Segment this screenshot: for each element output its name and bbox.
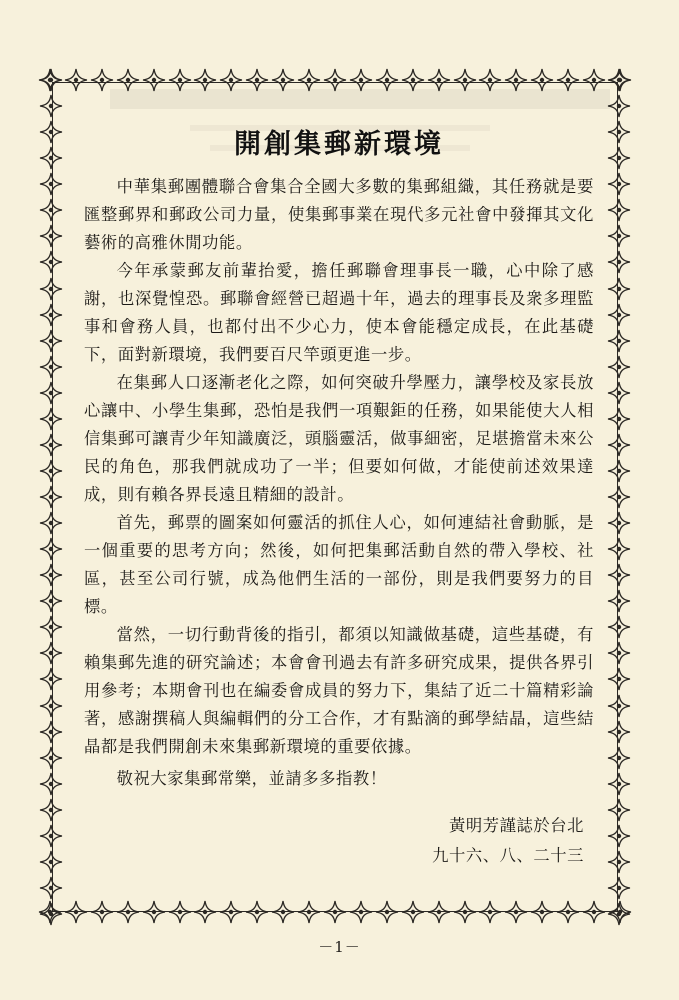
border-star-icon [39,772,63,796]
border-right-ornaments [606,68,632,926]
border-star-icon [349,900,373,924]
border-star-icon [39,459,63,483]
border-star-icon [142,900,166,924]
border-star-icon [116,68,140,92]
border-star-icon [453,68,477,92]
border-star-icon [39,876,63,900]
border-star-icon [39,615,63,639]
border-star-icon [556,900,580,924]
border-star-icon [349,68,373,92]
border-star-icon [375,68,399,92]
border-left-ornaments [38,68,64,926]
border-star-icon [142,68,166,92]
border-star-icon [39,250,63,274]
border-star-icon [607,511,631,535]
border-star-icon [530,68,554,92]
border-star-icon [39,303,63,327]
border-star-icon [607,641,631,665]
border-star-icon [582,900,606,924]
border-star-icon [323,68,347,92]
border-star-icon [375,900,399,924]
border-star-icon [607,694,631,718]
border-star-icon [607,381,631,405]
paragraph-1: 中華集郵團體聯合會集合全國大多數的集郵組織，其任務就是要匯整郵界和郵政公司力量，使集郵事業在現代多元社會中發揮其文化藝術的高雅休閒功能。 [84,177,594,252]
border-star-icon [39,277,63,301]
border-star-icon [219,68,243,92]
border-star-icon [39,224,63,248]
border-star-icon [90,68,114,92]
paragraph-4: 首先，郵票的圖案如何靈活的抓住人心，如何連結社會動脈，是一個重要的思考方向；然後，如何把集郵活動自然的帶入學校、社區，甚至公司行號，成為他們生活的一部份，則是我們要努力的目標。 [84,513,594,616]
border-star-icon [607,94,631,118]
border-bottom-ornaments [38,900,632,926]
border-star-icon [607,198,631,222]
border-star-icon [297,900,321,924]
border-star-icon [39,329,63,353]
border-star-icon [39,641,63,665]
border-star-icon [607,355,631,379]
border-star-icon [607,485,631,509]
border-star-icon [39,824,63,848]
border-star-icon [39,694,63,718]
border-star-icon [39,407,63,431]
signature-date: 九十六、八、二十三 [432,846,584,865]
border-star-icon [271,68,295,92]
border-star-icon [39,94,63,118]
border-star-icon [607,120,631,144]
border-star-icon [607,850,631,874]
border-star-icon [39,355,63,379]
closing-greeting: 敬祝大家集郵常樂，並請多多指教！ [116,769,387,788]
border-star-icon [582,68,606,92]
border-star-icon [504,68,528,92]
border-star-icon [39,120,63,144]
border-top-ornaments [38,68,632,94]
article-body [84,122,594,871]
paragraph-5: 當然，一切行動背後的指引，都須以知識做基礎，這些基礎，有賴集郵先進的研究論述；本會會刊過去有許多研究成果，提供各界引用參考；本期會刊也在編委會成員的努力下，集結了近二十篇精彩論著，感謝撰稿人與編輯們的分工合作，才有點滴的郵學結晶，這些結晶都是我們開創未來集郵新環境的重要依據。 [84,625,594,756]
border-star-icon [530,900,554,924]
paragraph-3: 在集郵人口逐漸老化之際，如何突破升學壓力，讓學校及家長放心讓中、小學生集郵，恐怕是我們一項艱鉅的任務，如果能使大人相信集郵可讓青少年知識廣泛，頭腦靈活，做事細密，足堪擔當未來公民的角色，那我們就成功了一半；但要如何做，才能使前述效果達成，則有賴各界長遠且精細的設計。 [84,373,594,504]
author-signature: 黃明芳謹誌於台北 [448,816,584,835]
border-star-icon [39,589,63,613]
border-star-icon [39,198,63,222]
border-star-icon [453,900,477,924]
paragraph-2: 今年承蒙郵友前輩抬愛，擔任郵聯會理事長一職，心中除了感謝，也深覺惶恐。郵聯會經營已超過十年，過去的理事長及衆多理監事和會務人員，也都付出不少心力，使本會能穩定成長，在此基礎下，面對新環境，我們要百尺竿頭更進一步。 [84,261,594,364]
border-star-icon [607,68,631,92]
border-star-icon [607,146,631,170]
border-star-icon [401,68,425,92]
border-star-icon [219,900,243,924]
border-star-icon [556,68,580,92]
border-star-icon [607,303,631,327]
border-star-icon [607,433,631,457]
border-star-icon [607,746,631,770]
border-star-icon [607,824,631,848]
border-star-icon [39,511,63,535]
border-star-icon [607,277,631,301]
border-star-icon [39,537,63,561]
border-star-icon [607,407,631,431]
article-title: 開創集郵新環境 [234,129,444,160]
border-star-icon [245,68,269,92]
border-star-icon [607,329,631,353]
border-star-icon [193,68,217,92]
border-star-icon [245,900,269,924]
border-star-icon [39,902,63,926]
border-star-icon [478,900,502,924]
border-star-icon [607,459,631,483]
border-star-icon [39,381,63,405]
border-star-icon [39,667,63,691]
border-star-icon [116,900,140,924]
border-star-icon [168,68,192,92]
border-star-icon [504,900,528,924]
border-star-icon [607,667,631,691]
border-star-icon [39,485,63,509]
border-star-icon [427,900,451,924]
border-star-icon [297,68,321,92]
border-star-icon [607,876,631,900]
border-star-icon [607,902,631,926]
border-star-icon [323,900,347,924]
border-star-icon [607,224,631,248]
border-star-icon [193,900,217,924]
border-star-icon [39,146,63,170]
border-star-icon [607,250,631,274]
border-star-icon [90,900,114,924]
border-star-icon [39,563,63,587]
border-star-icon [39,850,63,874]
border-star-icon [64,900,88,924]
border-star-icon [427,68,451,92]
border-star-icon [39,433,63,457]
border-star-icon [607,772,631,796]
border-star-icon [39,172,63,196]
border-star-icon [168,900,192,924]
border-star-icon [607,798,631,822]
border-star-icon [39,798,63,822]
border-star-icon [39,746,63,770]
border-star-icon [607,563,631,587]
border-star-icon [607,589,631,613]
border-star-icon [64,68,88,92]
border-star-icon [607,615,631,639]
border-star-icon [271,900,295,924]
border-star-icon [39,68,63,92]
signature-block [84,811,584,871]
border-star-icon [478,68,502,92]
border-star-icon [401,900,425,924]
border-star-icon [607,172,631,196]
border-star-icon [39,720,63,744]
border-star-icon [607,537,631,561]
border-star-icon [607,720,631,744]
page-number: －1－ [318,938,361,956]
